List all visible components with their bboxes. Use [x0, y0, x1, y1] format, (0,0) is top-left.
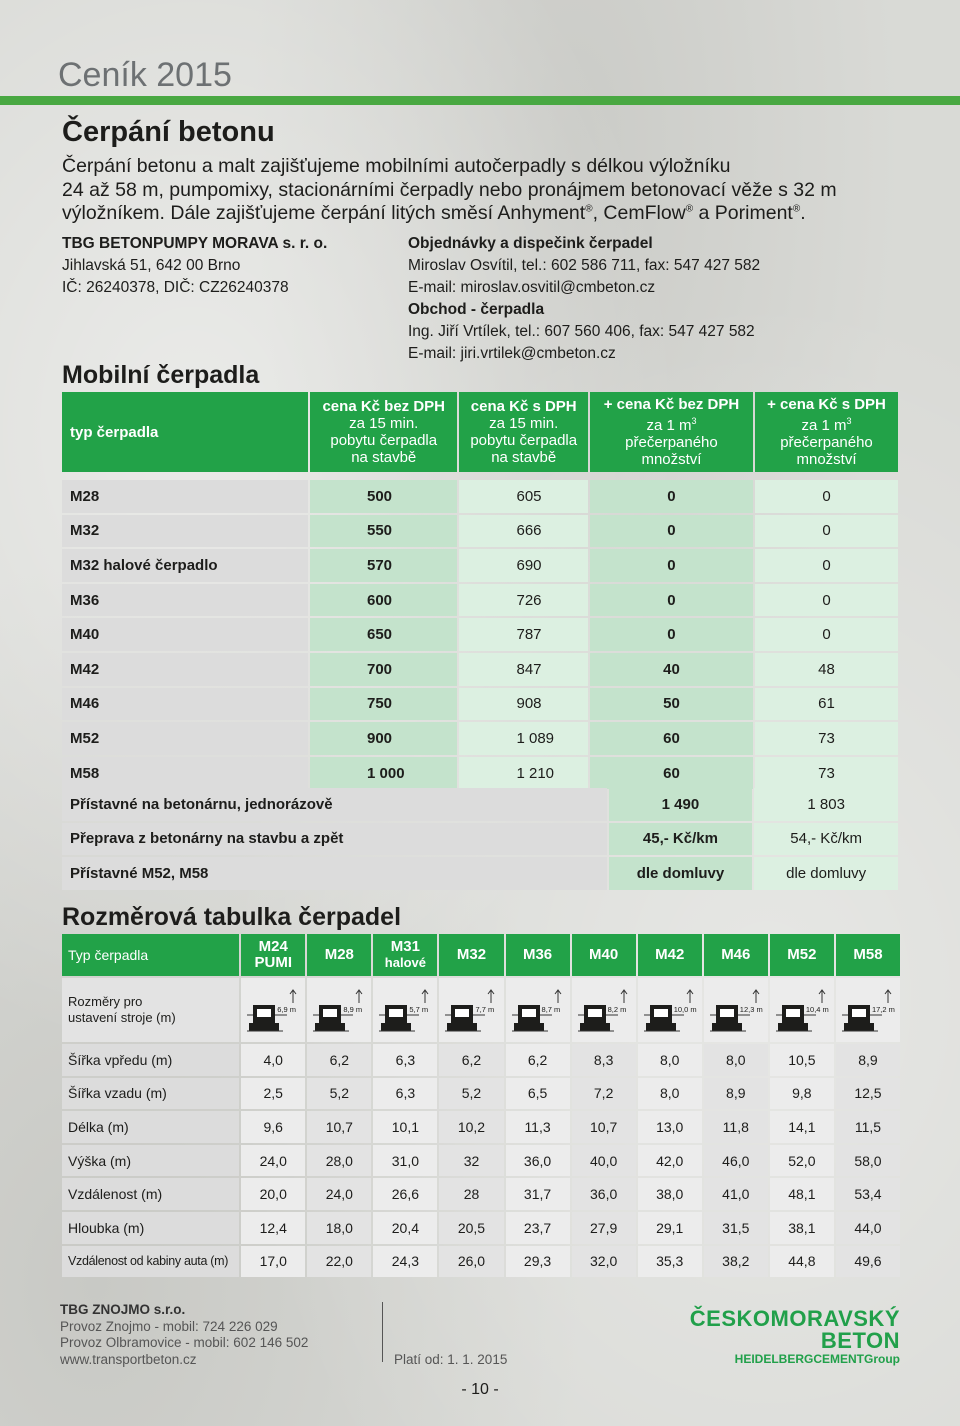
price-cell: 847 — [459, 653, 587, 686]
pump-setup-cell — [638, 978, 702, 1042]
logo-text: BETON — [820, 1328, 900, 1353]
table-row — [62, 653, 898, 686]
dim-value-cell: 10,7 — [307, 1111, 371, 1143]
intro-line: Čerpání betonu a malt zajišťujeme mobilními autočerpadly s délkou výložníku — [62, 155, 731, 177]
dim-value-cell: 12,4 — [241, 1212, 305, 1244]
setup-width-label: 17,2 m — [871, 1005, 895, 1014]
price-cell: 787 — [459, 618, 587, 651]
setup-width-label: 8,7 m — [541, 1005, 561, 1014]
pump-type-cell: M32 — [62, 515, 308, 548]
dim-value-cell: 10,7 — [572, 1111, 636, 1143]
pump-type-cell: M46 — [62, 688, 308, 721]
dim-label-cell: Vzdálenost (m) — [62, 1178, 239, 1210]
valid-from: Platí od: 1. 1. 2015 — [394, 1352, 508, 1367]
dim-value-cell: 26,6 — [373, 1178, 437, 1210]
dim-value-cell: 6,2 — [506, 1044, 570, 1076]
table-row — [62, 1111, 900, 1143]
dim-value-cell: 38,1 — [770, 1212, 834, 1244]
dim-value-cell: 32,0 — [572, 1246, 636, 1278]
dim-header-m24: M24 PUMI — [241, 934, 305, 976]
registered-mark: ® — [585, 203, 593, 215]
dim-value-cell: 8,0 — [704, 1044, 768, 1076]
extra-label-cell: Přeprava z betonárny na stavbu a zpět — [62, 823, 607, 856]
price-cell: 0 — [755, 480, 898, 513]
dim-value-cell: 49,6 — [836, 1246, 900, 1278]
dim-value-cell: 35,3 — [638, 1246, 702, 1278]
table-row — [62, 584, 898, 617]
dim-value-cell: 20,5 — [439, 1212, 503, 1244]
intro-text-part: . — [800, 202, 806, 224]
dim-value-cell: 13,0 — [638, 1111, 702, 1143]
table-row — [62, 618, 898, 651]
footer-line: Provoz Znojmo - mobil: 724 226 029 — [60, 1318, 278, 1334]
price-cell: 908 — [459, 688, 587, 721]
price-cell: 54,- Kč/km — [754, 823, 898, 856]
extra-label-cell: Přístavné M52, M58 — [62, 857, 607, 890]
price-cell: 1 210 — [459, 757, 587, 790]
sales-email[interactable]: E-mail: jiri.vrtilek@cmbeton.cz — [408, 345, 616, 362]
col-header-price-no-vat: cena Kč bez DPH za 15 min. pobytu čerpadla na stavbě — [310, 392, 457, 472]
dim-value-cell: 29,1 — [638, 1212, 702, 1244]
dim-value-cell: 6,5 — [506, 1078, 570, 1110]
intro-text-part: a Poriment — [693, 202, 793, 224]
setup-width-label: 8,9 m — [343, 1005, 363, 1014]
pump-type-cell: M28 — [62, 480, 308, 513]
price-cell: 690 — [459, 549, 587, 582]
footer-divider — [382, 1302, 383, 1362]
dim-value-cell: 9,8 — [770, 1078, 834, 1110]
footer-contact — [60, 1302, 308, 1368]
dim-value-cell: 44,8 — [770, 1246, 834, 1278]
extras-table — [60, 786, 900, 892]
intro-text — [62, 155, 942, 226]
pump-setup-cell — [704, 978, 768, 1042]
dim-value-cell: 38,0 — [638, 1178, 702, 1210]
dim-value-cell: 58,0 — [836, 1145, 900, 1177]
dim-value-cell: 11,5 — [836, 1111, 900, 1143]
dim-value-cell: 23,7 — [506, 1212, 570, 1244]
dimensions-table — [60, 932, 902, 1279]
dim-label-cell: Vzdálenost od kabiny auta (m) — [62, 1246, 239, 1278]
dim-value-cell: 26,0 — [439, 1246, 503, 1278]
page-number: - 10 - — [461, 1381, 499, 1398]
price-cell: 60 — [590, 757, 753, 790]
dim-value-cell: 22,0 — [307, 1246, 371, 1278]
price-cell: 605 — [459, 480, 587, 513]
company-name: TBG BETONPUMPY MORAVA s. r. o. — [62, 235, 328, 252]
dim-label-cell: Šířka vpředu (m) — [62, 1044, 239, 1076]
price-cell: 40 — [590, 653, 753, 686]
extra-label-cell: Přístavné na betonárnu, jednorázově — [62, 788, 607, 821]
setup-width-label: 10,4 m — [805, 1005, 829, 1014]
dim-value-cell: 20,0 — [241, 1178, 305, 1210]
dim-value-cell: 29,3 — [506, 1246, 570, 1278]
price-cell: 0 — [590, 549, 753, 582]
page-title: Ceník 2015 — [58, 56, 232, 94]
table-row — [62, 1078, 900, 1110]
dim-header-m52: M52 — [770, 934, 834, 976]
pump-setup-cell — [770, 978, 834, 1042]
registered-mark: ® — [685, 203, 694, 215]
dim-header-m28: M28 — [307, 934, 371, 976]
price-cell: 0 — [590, 618, 753, 651]
table-row — [62, 1246, 900, 1278]
price-cell: 600 — [310, 584, 457, 617]
dim-header-m31: M31 halové — [373, 934, 437, 976]
price-cell: 550 — [310, 515, 457, 548]
setup-width-label: 5,7 m — [409, 1005, 429, 1014]
dim-header-type: Typ čerpadla — [62, 934, 239, 976]
table-row — [62, 823, 898, 856]
intro-text-part: , CemFlow — [592, 202, 686, 224]
table-row — [62, 1178, 900, 1210]
dim-value-cell: 7,2 — [572, 1078, 636, 1110]
dim-value-cell: 8,9 — [836, 1044, 900, 1076]
price-cell: 1 490 — [609, 788, 753, 821]
dim-value-cell: 8,0 — [638, 1078, 702, 1110]
accent-bar — [0, 96, 960, 105]
dim-value-cell: 10,5 — [770, 1044, 834, 1076]
dim-value-cell: 8,3 — [572, 1044, 636, 1076]
price-cell: 1 089 — [459, 722, 587, 755]
dim-header-m32: M32 — [439, 934, 503, 976]
pump-type-cell: M58 — [62, 757, 308, 790]
dim-value-cell: 40,0 — [572, 1145, 636, 1177]
col-header-type: typ čerpadla — [62, 392, 308, 472]
dim-value-cell: 38,2 — [704, 1246, 768, 1278]
price-cell: 0 — [590, 480, 753, 513]
setup-width-label: 7,7 m — [475, 1005, 495, 1014]
logo-subtext: HEIDELBERGCEMENTGroup — [734, 1352, 900, 1366]
dim-value-cell: 11,8 — [704, 1111, 768, 1143]
table-row — [62, 549, 898, 582]
dim-header-m58: M58 — [836, 934, 900, 976]
dim-value-cell: 27,9 — [572, 1212, 636, 1244]
price-cell: 73 — [755, 757, 898, 790]
dim-value-cell: 14,1 — [770, 1111, 834, 1143]
setup-label: Rozměry pro ustavení stroje (m) — [62, 978, 239, 1042]
dim-value-cell: 28,0 — [307, 1145, 371, 1177]
setup-width-label: 8,2 m — [607, 1005, 627, 1014]
dim-header-m42: M42 — [638, 934, 702, 976]
company-ids: IČ: 26240378, DIČ: CZ26240378 — [62, 279, 289, 296]
pump-setup-cell — [307, 978, 371, 1042]
pump-setup-cell — [241, 978, 305, 1042]
setup-width-label: 12,3 m — [739, 1005, 763, 1014]
dim-value-cell: 9,6 — [241, 1111, 305, 1143]
price-cell: 650 — [310, 618, 457, 651]
intro-line — [62, 202, 942, 226]
dim-value-cell: 28 — [439, 1178, 503, 1210]
dim-value-cell: 31,5 — [704, 1212, 768, 1244]
footer-web-link[interactable]: www.transportbeton.cz — [60, 1351, 197, 1367]
table-row — [62, 515, 898, 548]
dim-header-m36: M36 — [506, 934, 570, 976]
dim-value-cell: 5,2 — [439, 1078, 503, 1110]
price-cell: 500 — [310, 480, 457, 513]
dim-value-cell: 12,5 — [836, 1078, 900, 1110]
price-cell: 726 — [459, 584, 587, 617]
footer-company: TBG ZNOJMO s.r.o. — [60, 1302, 186, 1317]
price-cell: 61 — [755, 688, 898, 721]
dim-label-cell: Hloubka (m) — [62, 1212, 239, 1244]
dim-value-cell: 5,2 — [307, 1078, 371, 1110]
table-row — [62, 1145, 900, 1177]
dim-value-cell: 24,0 — [241, 1145, 305, 1177]
price-cell: dle domluvy — [609, 857, 753, 890]
dim-header-m46: M46 — [704, 934, 768, 976]
setup-width-label: 10,0 m — [673, 1005, 697, 1014]
pump-type-cell: M42 — [62, 653, 308, 686]
price-cell: 750 — [310, 688, 457, 721]
section-title: Čerpání betonu — [62, 116, 275, 148]
pump-setup-cell — [836, 978, 900, 1042]
dim-value-cell: 53,4 — [836, 1178, 900, 1210]
price-cell: 0 — [755, 584, 898, 617]
dim-value-cell: 8,0 — [638, 1044, 702, 1076]
pump-setup-cell — [373, 978, 437, 1042]
price-cell: 45,- Kč/km — [609, 823, 753, 856]
registered-mark: ® — [792, 203, 801, 215]
sales-person: Ing. Jiří Vrtílek, tel.: 607 560 406, fax: 547 427 582 — [408, 323, 755, 340]
dim-value-cell: 18,0 — [307, 1212, 371, 1244]
col-header-m3-vat: + cena Kč s DPH za 1 $m^3$ přečerpaného množství — [755, 392, 898, 472]
price-cell: 73 — [755, 722, 898, 755]
dim-value-cell: 4,0 — [241, 1044, 305, 1076]
price-cell: 900 — [310, 722, 457, 755]
orders-info — [408, 233, 760, 365]
cmb-logo — [660, 1308, 900, 1366]
pump-setup-cell — [439, 978, 503, 1042]
price-cell: 1 000 — [310, 757, 457, 790]
price-cell: 48 — [755, 653, 898, 686]
orders-title: Objednávky a dispečink čerpadel — [408, 235, 653, 252]
table-row — [62, 688, 898, 721]
dim-label-cell: Šířka vzadu (m) — [62, 1078, 239, 1110]
price-cell: 0 — [755, 549, 898, 582]
company-info — [62, 233, 327, 299]
dim-value-cell: 42,0 — [638, 1145, 702, 1177]
dim-value-cell: 20,4 — [373, 1212, 437, 1244]
dim-value-cell: 8,9 — [704, 1078, 768, 1110]
table-row — [62, 788, 898, 821]
dim-value-cell: 11,3 — [506, 1111, 570, 1143]
price-cell: 0 — [755, 515, 898, 548]
dim-value-cell: 24,0 — [307, 1178, 371, 1210]
price-cell: 570 — [310, 549, 457, 582]
table-row — [62, 722, 898, 755]
table-row — [62, 1212, 900, 1244]
company-address: Jihlavská 51, 642 00 Brno — [62, 257, 241, 274]
table-row — [62, 757, 898, 790]
dim-value-cell: 36,0 — [572, 1178, 636, 1210]
dim-value-cell: 48,1 — [770, 1178, 834, 1210]
pump-type-cell: M36 — [62, 584, 308, 617]
dim-value-cell: 32 — [439, 1145, 503, 1177]
price-cell: 0 — [590, 515, 753, 548]
logo-text: ČESKOMORAVSKÝ — [689, 1306, 900, 1331]
dim-value-cell: 2,5 — [241, 1078, 305, 1110]
col-header-m3-no-vat: + cena Kč bez DPH za 1 $m^3$ přečerpaného množství — [590, 392, 753, 472]
footer-line: Provoz Olbramovice - mobil: 602 146 502 — [60, 1335, 309, 1350]
dim-value-cell: 6,2 — [307, 1044, 371, 1076]
col-header-price-vat: cena Kč s DPH za 15 min. pobytu čerpadla na stavbě — [459, 392, 587, 472]
table-row — [62, 857, 898, 890]
price-cell: 700 — [310, 653, 457, 686]
price-cell: dle domluvy — [754, 857, 898, 890]
dim-value-cell: 52,0 — [770, 1145, 834, 1177]
pump-type-cell: M40 — [62, 618, 308, 651]
price-cell: 666 — [459, 515, 587, 548]
dim-value-cell: 41,0 — [704, 1178, 768, 1210]
mobile-pumps-table — [60, 390, 900, 791]
dim-value-cell: 46,0 — [704, 1145, 768, 1177]
dim-header-m40: M40 — [572, 934, 636, 976]
table-row — [62, 480, 898, 513]
price-cell: 0 — [755, 618, 898, 651]
dim-value-cell: 10,2 — [439, 1111, 503, 1143]
pump-type-cell: M32 halové čerpadlo — [62, 549, 308, 582]
dim-value-cell: 6,3 — [373, 1044, 437, 1076]
price-cell: 1 803 — [754, 788, 898, 821]
sales-title: Obchod - čerpadla — [408, 301, 545, 318]
table-row — [62, 1044, 900, 1076]
orders-person: Miroslav Osvítil, tel.: 602 586 711, fax: 547 427 582 — [408, 257, 761, 274]
dim-value-cell: 6,3 — [373, 1078, 437, 1110]
dim-label-cell: Výška (m) — [62, 1145, 239, 1177]
pump-setup-cell — [506, 978, 570, 1042]
dim-value-cell: 31,0 — [373, 1145, 437, 1177]
intro-line: 24 až 58 m, pumpomixy, stacionárními čerpadly nebo pronájmem betonovací věže s 32 m — [62, 178, 837, 201]
dim-value-cell: 24,3 — [373, 1246, 437, 1278]
dim-value-cell: 36,0 — [506, 1145, 570, 1177]
price-cell: 0 — [590, 584, 753, 617]
mobile-pumps-title: Mobilní čerpadla — [62, 361, 260, 389]
orders-email[interactable]: E-mail: miroslav.osvitil@cmbeton.cz — [408, 279, 656, 296]
dim-label-cell: Délka (m) — [62, 1111, 239, 1143]
dim-value-cell: 10,1 — [373, 1111, 437, 1143]
dim-value-cell: 31,7 — [506, 1178, 570, 1210]
dim-value-cell: 44,0 — [836, 1212, 900, 1244]
dim-value-cell: 17,0 — [241, 1246, 305, 1278]
pump-type-cell: M52 — [62, 722, 308, 755]
dim-value-cell: 6,2 — [439, 1044, 503, 1076]
price-cell: 50 — [590, 688, 753, 721]
dimensions-title: Rozměrová tabulka čerpadel — [62, 903, 402, 931]
setup-width-label: 6,9 m — [277, 1005, 296, 1014]
pump-setup-cell — [572, 978, 636, 1042]
intro-text-part: výložníkem. Dále zajišťujeme čerpání litých směsí Anhyment — [62, 202, 586, 224]
price-cell: 60 — [590, 722, 753, 755]
